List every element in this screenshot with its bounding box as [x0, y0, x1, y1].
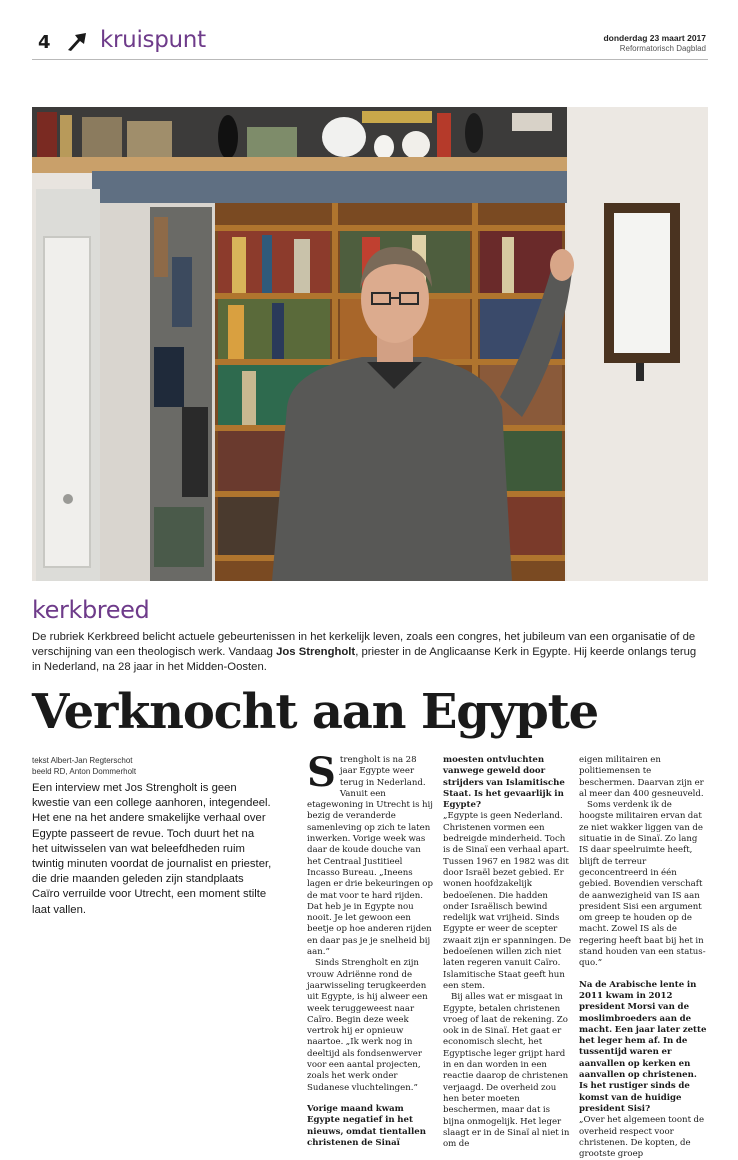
rubric-intro-text-2: , priester in de Anglicaanse Kerk in Egypte. Hij keerde onlangs terug in Nederland, na 28 jaar in het Midden-Oosten. [32, 646, 697, 673]
body-paragraph [307, 749, 435, 958]
interview-question: moesten ontvluchten vanwege geweld door strijders van Islamitische Staat. Is het gevaarlijk in Egypte? [443, 755, 565, 811]
drop-cap: S [307, 749, 336, 796]
article-column-2 [443, 755, 571, 1150]
body-paragraph: „Egypte is geen Nederland. Christenen vormen een bedreigde minderheid. Toch is de Sinaï een verhaal apart. Tussen 1967 en 1982 was dit door Israël bezet gebied. Er wonen hoofdzakelijk bedoeïenen. Die hadden onder Israëlisch bewind redelijk wat vrijheid. Sinds Egypte er weer de scepter zwaait zijn er spanningen. De bedoeïenen willen zich niet laten regeren vanuit Caïro. Islamitische Staat geeft hun een stem. [443, 811, 571, 991]
credit-photo: beeld RD, Anton Dommerholt [32, 767, 137, 776]
body-paragraph: Sinds Strengholt en zijn vrouw Adriënne rond de jaarwisseling terugkeerden uit Egypte, is hij alweer een week teruggeweest naar Caïro. Begin deze week vertrok hij er opnieuw naartoe. „Ik werk nog in deeltijd als fondsenwerver voor een aantal projecten, zoals het werk onder Sudanese vluchtelingen.” [307, 958, 428, 1093]
article-credits [32, 755, 136, 777]
interview-question: Na de Arabische lente in 2011 kwam in 2012 president Morsi van de moslimbroeders aan de macht. Een jaar later zette het leger hem af. In de tussentijd waren er aanvallen op kerken en aanvallen op christenen. Is het rustiger sinds de komst van de huidige president Sisi? [579, 979, 707, 1114]
body-paragraph: eigen militairen en politiemensen te beschermen. Daarvan zijn er al meer dan 400 gesneuveld. [579, 755, 704, 799]
rubric-intro-text-1: De rubriek Kerkbreed belicht actuele gebeurtenissen in het kerkelijk leven, zoals een congres, het jubileum van een organisatie of de verschijning van een theologisch werk. Vandaag [32, 631, 696, 658]
article-column-3 [579, 755, 707, 1160]
body-paragraph: „Over het algemeen toont de overheid respect voor christenen. De kopten, de grootste groep [579, 1115, 705, 1160]
page-number: 4 [38, 32, 51, 53]
credit-text: tekst Albert-Jan Regterschot [32, 756, 133, 765]
section-name: kruispunt [100, 27, 206, 53]
body-text: trengholt is na 28 jaar Egypte weer terug in Nederland. Vanuit een etagewoning in Utrecht is hij bezig de veranderde samenleving op zich te laten inwerken. Vorige week was daar de koude douche van het Centraal Justitieel Incasso Bureau. „Ineens lagen er drie bekeuringen op de mat voor te hard rijden. Dat heb je in Egypte nou nooit. Je let gewoon een beetje op hoe anderen rijden en daar pas je je snelheid bij aan.” [307, 755, 433, 958]
newspaper-name: Reformatorisch Dagblad [619, 44, 706, 53]
issue-date: donderdag 23 maart 2017 [603, 33, 706, 43]
body-paragraph: Soms verdenk ik de hoogste militairen ervan dat ze niet wakker liggen van de situatie in de Sinaï. Zo lang IS daar speelruimte heeft, blijft de terreur geconcentreerd in één gebied. Bovendien verschaft de aanwezigheid van IS aan president Sisi een argument om greep te houden op de macht. Zowel IS als de regering heeft baat bij het in stand houden van een status-quo.” [579, 800, 706, 969]
portrait-photo [32, 107, 708, 581]
article-headline: Verknocht aan Egypte [32, 684, 598, 740]
kruispunt-arrow-icon [66, 30, 88, 52]
interview-question: Vorige maand kwam Egypte negatief in het nieuws, omdat tientallen christenen de Sinaï [307, 1103, 426, 1148]
rubric-title: kerkbreed [32, 596, 150, 624]
article-column-1 [307, 749, 435, 1149]
rubric-intro-name: Jos Strengholt [276, 646, 356, 658]
page-header [32, 26, 708, 60]
body-paragraph: Bij alles wat er misgaat in Egypte, betalen christenen vroeg of laat de rekening. Zo ook in de Sinaï. Het gaat er economisch slecht, het Egyptische leger grijpt hard in en dan worden in een reactie daarop de christenen verjaagd. De overheid zou hen beter moeten beschermen, maar dat is bijna onmogelijk. Het leger slaagt er in de Sinaï al niet in om de [443, 992, 570, 1150]
article-lead: Een interview met Jos Strengholt is geen kwestie van een college aanhoren, integendeel. Het ene na het andere smakelijke verhaal over Egypte passeert de revue. Toch duurt het na het uitwisselen van wat beleefdheden ruim twintig minuten voordat de journalist en priester, die drie maanden geleden zijn standplaats Caïro verruilde voor Utrecht, een moment stilte laat vallen. [32, 782, 272, 916]
rubric-intro [32, 630, 708, 675]
